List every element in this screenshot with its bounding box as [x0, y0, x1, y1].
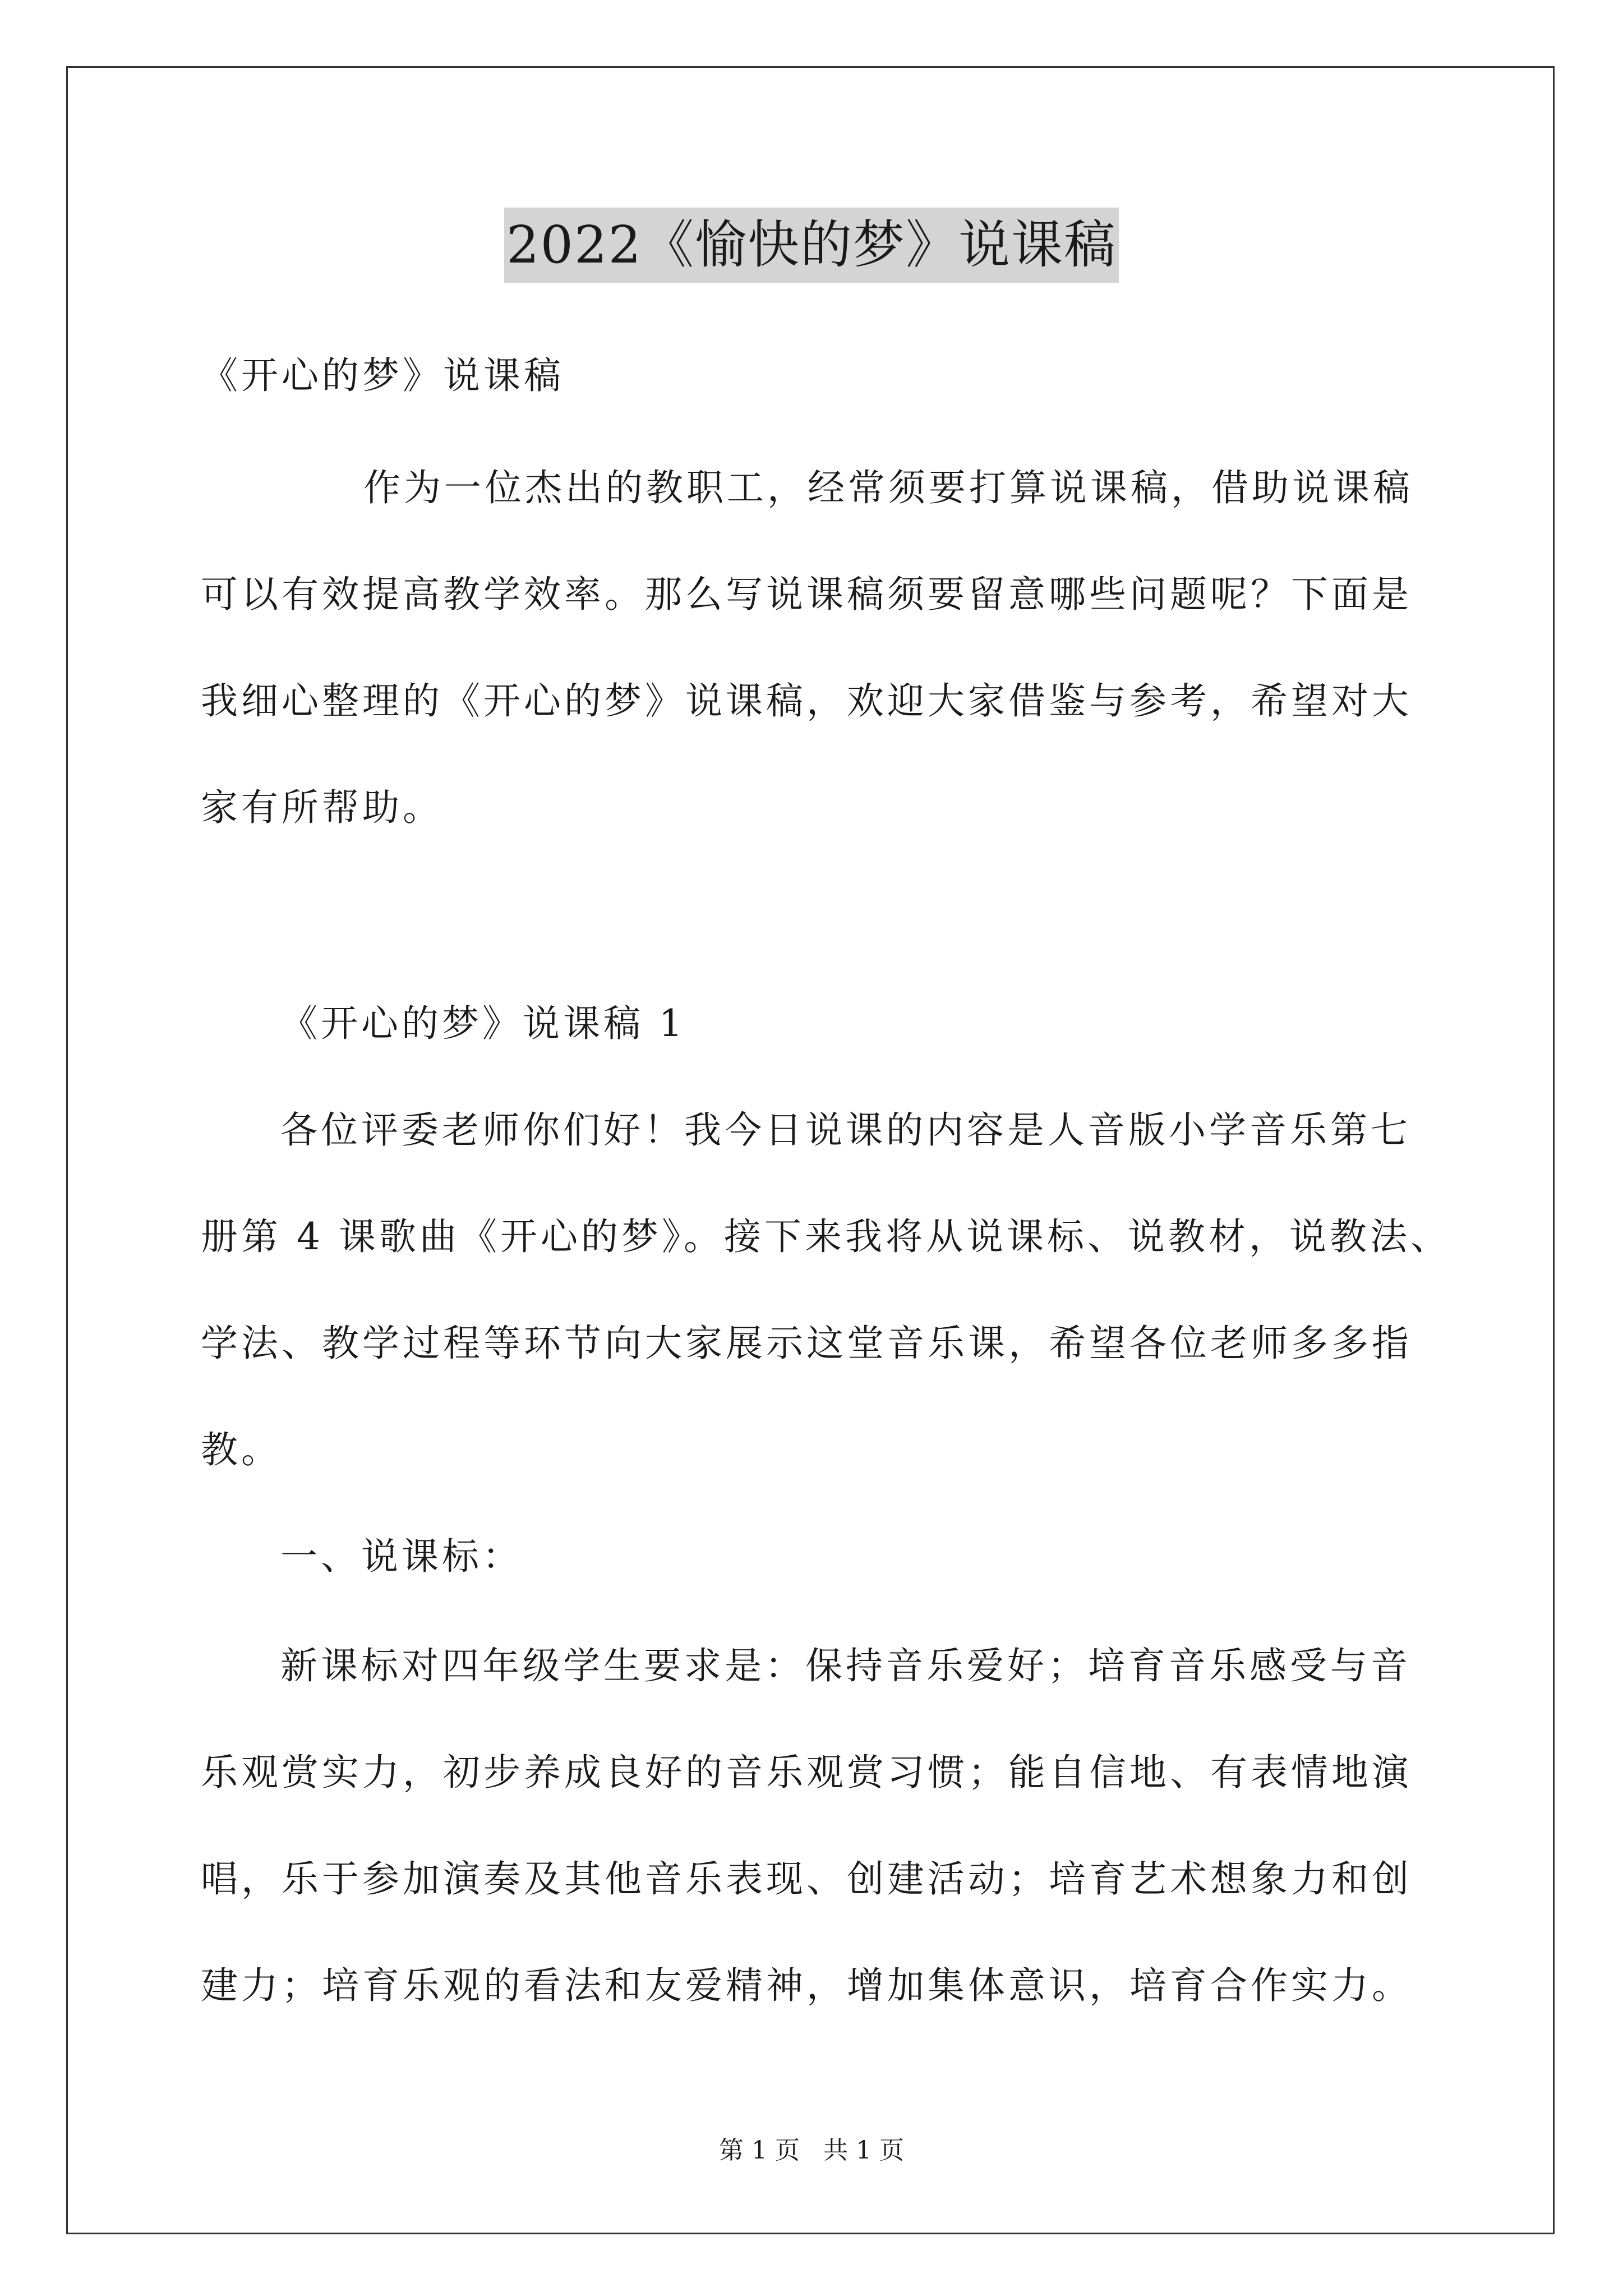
standard-line-2: 乐观赏实力，初步养成良好的音乐观赏习惯；能自信地、有表情地演 [201, 1751, 1412, 1794]
subheading-course-standard: 一、说课标： [280, 1535, 523, 1578]
body-line-3: 学法、教学过程等环节向大家展示这堂音乐课，希望各位老师多多指 [201, 1322, 1412, 1365]
intro-line-3: 我细心整理的《开心的梦》说课稿，欢迎大家借鉴与参考，希望对大 [201, 679, 1412, 723]
intro-line-2: 可以有效提高教学效率。那么写说课稿须要留意哪些问题呢？下面是 [201, 573, 1412, 616]
page-footer: 第 1 页 共 1 页 [719, 2136, 904, 2165]
standard-line-4: 建力；培育乐观的看法和友爱精神，增加集体意识，培育合作实力。 [201, 1964, 1412, 2007]
section-heading: 《开心的梦》说课稿 1 [280, 1002, 686, 1045]
document-title: 2022《愉快的梦》说课稿 [504, 208, 1119, 283]
body-line-4: 教。 [201, 1428, 282, 1471]
standard-line-3: 唱，乐于参加演奏及其他音乐表现、创建活动；培育艺术想象力和创 [201, 1857, 1412, 1901]
intro-line-1: 作为一位杰出的教职工，经常须要打算说课稿，借助说课稿 [363, 466, 1413, 509]
body-line-1: 各位评委老师你们好！我今日说课的内容是人音版小学音乐第七 [280, 1108, 1411, 1152]
subtitle-line: 《开心的梦》说课稿 [201, 354, 564, 397]
title-container [0, 208, 1623, 283]
body-line-2: 册第 4 课歌曲《开心的梦》。接下来我将从说课标、说教材，说教法、 [201, 1215, 1451, 1258]
intro-line-4: 家有所帮助。 [201, 786, 443, 829]
standard-line-1: 新课标对四年级学生要求是：保持音乐爱好；培育音乐感受与音 [280, 1644, 1411, 1687]
